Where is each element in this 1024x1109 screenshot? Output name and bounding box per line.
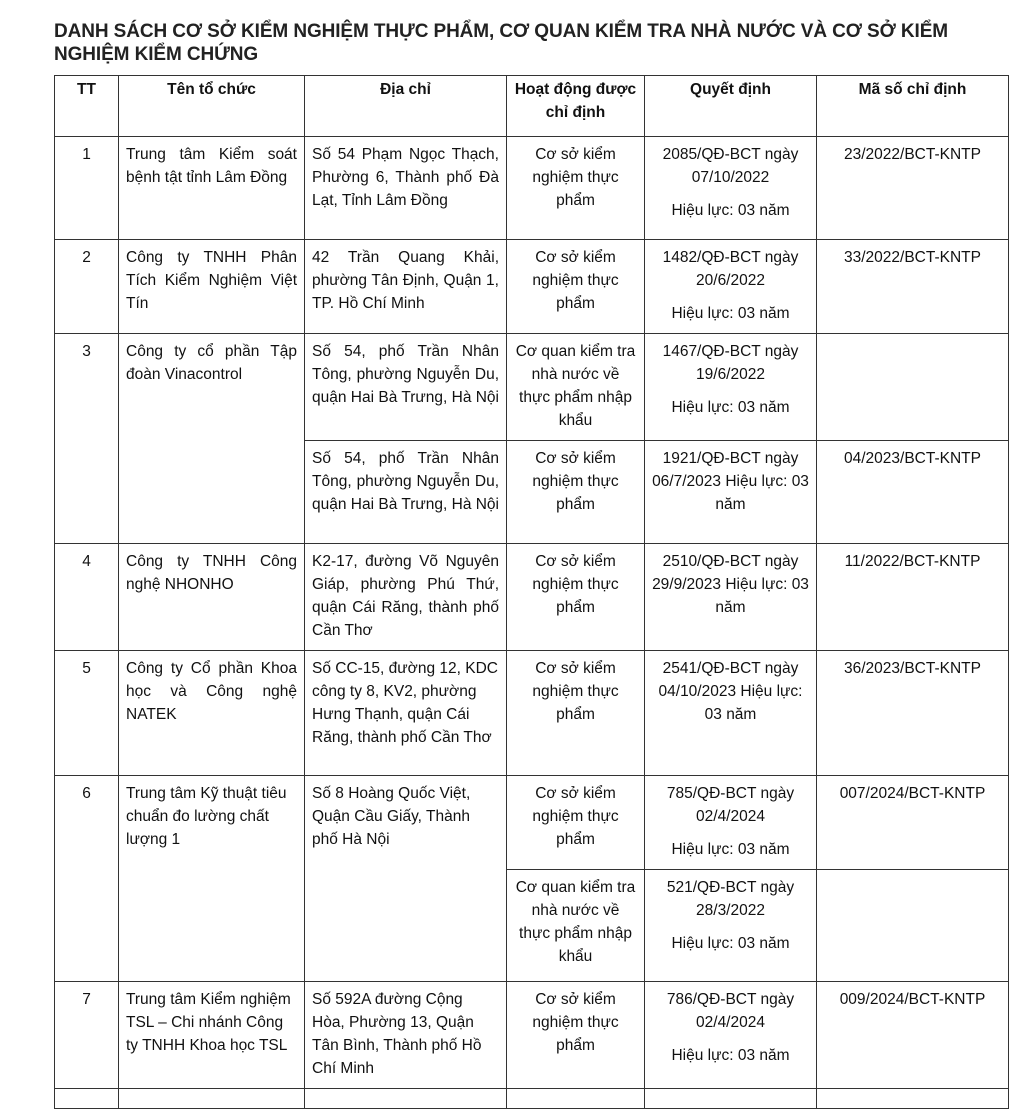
decision-validity: Hiệu lực: 03 năm: [671, 202, 790, 219]
cell-dec: [645, 870, 817, 982]
cell-addr: Số 54, phố Trần Nhân Tông, phường Nguyễn Du, quận Hai Bà Trưng, Hà Nội: [305, 441, 507, 544]
cell-act: Cơ sở kiểm nghiệm thực phẩm: [507, 776, 645, 870]
cell-addr: Số 8 Hoàng Quốc Việt, Quận Cầu Giấy, Thành phố Hà Nội: [305, 776, 507, 982]
header-code: Mã số chỉ định: [817, 76, 1009, 137]
cell-tt: 1: [55, 137, 119, 240]
cell-dec: [645, 137, 817, 240]
cell-dec: [645, 334, 817, 441]
cell-tt: 2: [55, 240, 119, 334]
cell-code: 009/2024/BCT-KNTP: [817, 982, 1009, 1089]
cell-org: Công ty TNHH Phân Tích Kiểm Nghiệm Việt Tín: [119, 240, 305, 334]
decision-number: 1921/QĐ-BCT ngày 06/7/2023 Hiệu lực: 03 năm: [652, 450, 809, 513]
cell-org: Công ty cổ phần Tập đoàn Vinacontrol: [119, 334, 305, 544]
cell-tt: 4: [55, 544, 119, 651]
table-row: [55, 1089, 1009, 1109]
decision-number: 785/QĐ-BCT ngày 02/4/2024: [666, 785, 795, 825]
cell-dec: [645, 776, 817, 870]
decision-validity: Hiệu lực: 03 năm: [671, 841, 790, 858]
cell-act: Cơ sở kiểm nghiệm thực phẩm: [507, 240, 645, 334]
decision-validity: Hiệu lực: 03 năm: [671, 399, 790, 416]
cell-act: Cơ quan kiểm tra nhà nước về thực phẩm nhập khẩu: [507, 870, 645, 982]
header-addr: Địa chỉ: [305, 76, 507, 137]
cell-dec: [645, 441, 817, 544]
cell-act: Cơ sở kiểm nghiệm thực phẩm: [507, 651, 645, 776]
cell-code: [817, 334, 1009, 441]
cell-code: 007/2024/BCT-KNTP: [817, 776, 1009, 870]
decision-number: 786/QĐ-BCT ngày 02/4/2024: [666, 991, 795, 1031]
decision-validity: Hiệu lực: 03 năm: [671, 305, 790, 322]
table-row: [55, 240, 1009, 334]
decision-number: 1467/QĐ-BCT ngày 19/6/2022: [662, 343, 799, 383]
decision-number: 1482/QĐ-BCT ngày 20/6/2022: [662, 249, 799, 289]
cell-code: 36/2023/BCT-KNTP: [817, 651, 1009, 776]
cell-dec: [645, 651, 817, 776]
cell-code: 11/2022/BCT-KNTP: [817, 544, 1009, 651]
table-header-row: [55, 76, 1009, 137]
cell-code: [817, 1089, 1009, 1109]
cell-code: 23/2022/BCT-KNTP: [817, 137, 1009, 240]
table-row: [55, 137, 1009, 240]
cell-org: Trung tâm Kiểm soát bệnh tật tỉnh Lâm Đồng: [119, 137, 305, 240]
table-row: [55, 651, 1009, 776]
cell-act: Cơ sở kiểm nghiệm thực phẩm: [507, 544, 645, 651]
cell-code: [817, 870, 1009, 982]
cell-org: Công ty Cổ phần Khoa học và Công nghệ NATEK: [119, 651, 305, 776]
cell-org: Trung tâm Kiểm nghiệm TSL – Chi nhánh Công ty TNHH Khoa học TSL: [119, 982, 305, 1089]
cell-addr: K2-17, đường Võ Nguyên Giáp, phường Phú Thứ, quận Cái Răng, thành phố Cần Thơ: [305, 544, 507, 651]
cell-act: Cơ sở kiểm nghiệm thực phẩm: [507, 137, 645, 240]
cell-act: [507, 1089, 645, 1109]
cell-addr: Số 592A đường Cộng Hòa, Phường 13, Quận Tân Bình, Thành phố Hồ Chí Minh: [305, 982, 507, 1089]
cell-addr: Số CC-15, đường 12, KDC công ty 8, KV2, phường Hưng Thạnh, quận Cái Răng, thành phố Cần Thơ: [305, 651, 507, 776]
cell-tt: 7: [55, 982, 119, 1089]
decision-number: 521/QĐ-BCT ngày 28/3/2022: [666, 879, 795, 919]
cell-dec: [645, 982, 817, 1089]
cell-tt: 3: [55, 334, 119, 544]
table-row: [55, 982, 1009, 1089]
cell-dec: [645, 240, 817, 334]
header-act: Hoạt động được chỉ định: [507, 76, 645, 137]
cell-tt: 6: [55, 776, 119, 982]
cell-org: [119, 1089, 305, 1109]
cell-org: Trung tâm Kỹ thuật tiêu chuẩn đo lường chất lượng 1: [119, 776, 305, 982]
table-row: [55, 544, 1009, 651]
cell-dec: [645, 544, 817, 651]
cell-act: Cơ quan kiểm tra nhà nước về thực phẩm nhập khẩu: [507, 334, 645, 441]
decision-number: 2085/QĐ-BCT ngày 07/10/2022: [662, 146, 799, 186]
decision-number: 2510/QĐ-BCT ngày 29/9/2023 Hiệu lực: 03 năm: [652, 553, 809, 616]
cell-act: Cơ sở kiểm nghiệm thực phẩm: [507, 982, 645, 1089]
table-row: [55, 334, 1009, 441]
header-dec: Quyết định: [645, 76, 817, 137]
designation-table: [54, 75, 1009, 1109]
decision-number: 2541/QĐ-BCT ngày 04/10/2023 Hiệu lực: 03 năm: [658, 660, 803, 723]
decision-validity: Hiệu lực: 03 năm: [671, 1047, 790, 1064]
cell-dec: [645, 1089, 817, 1109]
cell-addr: Số 54 Phạm Ngọc Thạch, Phường 6, Thành phố Đà Lạt, Tỉnh Lâm Đồng: [305, 137, 507, 240]
page-title: DANH SÁCH CƠ SỞ KIỂM NGHIỆM THỰC PHẨM, CƠ QUAN KIỂM TRA NHÀ NƯỚC VÀ CƠ SỞ KIỂM NGHIỆM KIỂM CHỨNG: [54, 21, 948, 65]
cell-tt: 5: [55, 651, 119, 776]
table-row: [55, 776, 1009, 870]
cell-tt: [55, 1089, 119, 1109]
cell-code: 33/2022/BCT-KNTP: [817, 240, 1009, 334]
cell-addr: 42 Trần Quang Khải, phường Tân Định, Quận 1, TP. Hồ Chí Minh: [305, 240, 507, 334]
cell-code: 04/2023/BCT-KNTP: [817, 441, 1009, 544]
decision-validity: Hiệu lực: 03 năm: [671, 935, 790, 952]
cell-addr: Số 54, phố Trần Nhân Tông, phường Nguyễn Du, quận Hai Bà Trưng, Hà Nội: [305, 334, 507, 441]
cell-addr: [305, 1089, 507, 1109]
header-org: Tên tổ chức: [119, 76, 305, 137]
cell-act: Cơ sở kiểm nghiệm thực phẩm: [507, 441, 645, 544]
header-tt: TT: [55, 76, 119, 137]
cell-org: Công ty TNHH Công nghệ NHONHO: [119, 544, 305, 651]
